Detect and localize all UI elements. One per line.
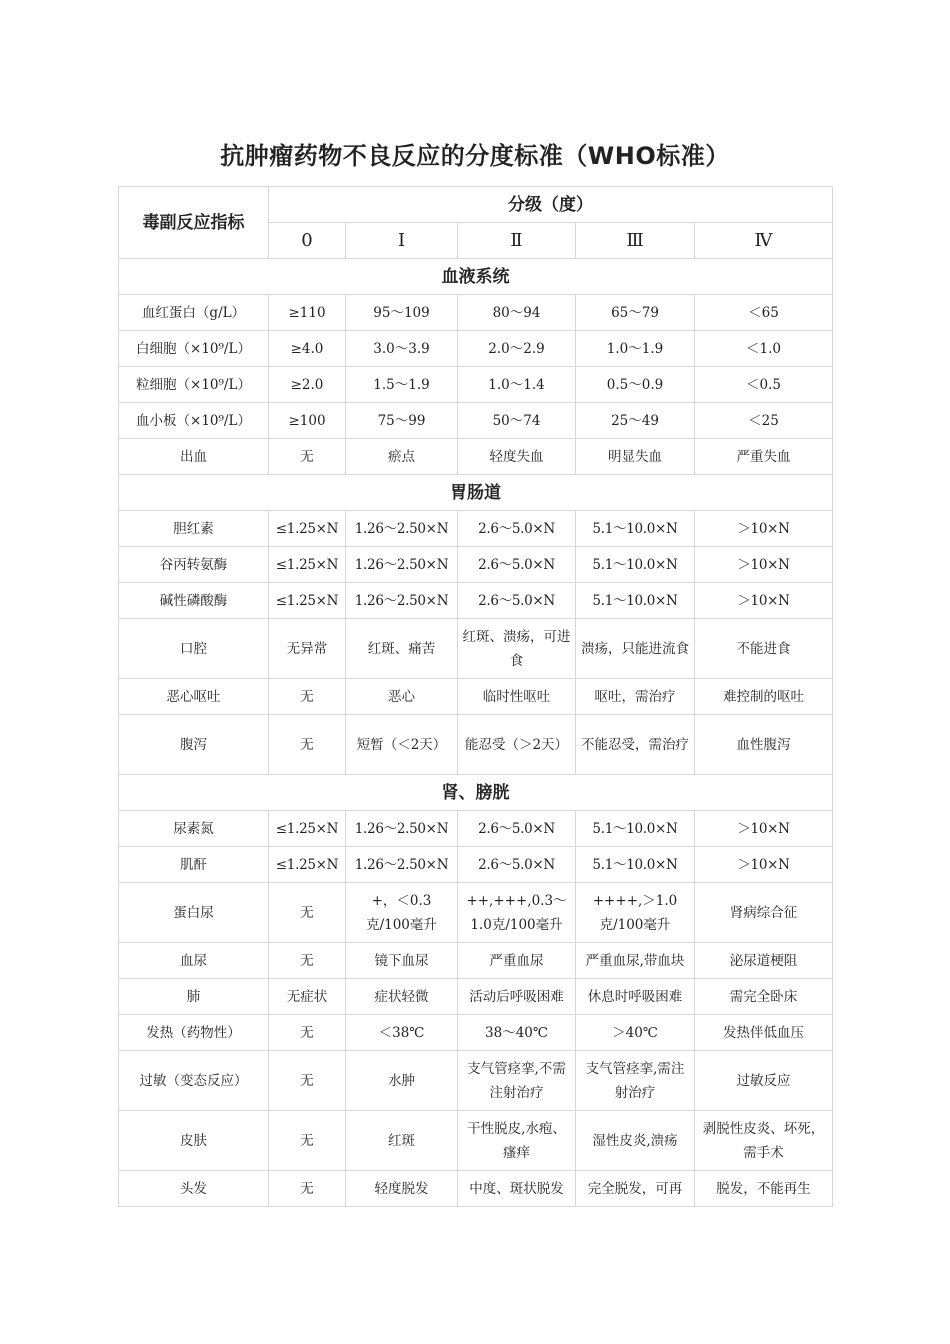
- grade-4-cell: 过敏反应: [695, 1051, 833, 1111]
- grade-1-cell: 轻度脱发: [346, 1171, 458, 1207]
- table-row: [119, 547, 833, 583]
- grade-3-cell: 5.1～10.0×N: [576, 847, 695, 883]
- row-label: 出血: [119, 439, 269, 475]
- table-row: [119, 1051, 833, 1111]
- grade-3-cell: ++++,＞1.0克/100毫升: [576, 883, 695, 943]
- grade-0-cell: 无: [269, 1111, 346, 1171]
- grade-0-cell: ≤1.25×N: [269, 547, 346, 583]
- grade-3-cell: 65～79: [576, 295, 695, 331]
- grade-4-cell: ＜1.0: [695, 331, 833, 367]
- grade-3-cell: 25～49: [576, 403, 695, 439]
- table-row: [119, 511, 833, 547]
- grade-3-cell: 5.1～10.0×N: [576, 547, 695, 583]
- grade-0-cell: ≥4.0: [269, 331, 346, 367]
- row-label: 碱性磷酸酶: [119, 583, 269, 619]
- grade-4-cell: ＜25: [695, 403, 833, 439]
- grade-2-cell: 红斑、溃疡，可进食: [458, 619, 576, 679]
- section-row: [119, 775, 833, 811]
- grade-4-cell: 难控制的呕吐: [695, 679, 833, 715]
- grade-0-cell: 无症状: [269, 979, 346, 1015]
- grade-2-cell: 干性脱皮,水疱、瘙痒: [458, 1111, 576, 1171]
- grade-0-header: 0: [269, 223, 346, 259]
- table-row: [119, 715, 833, 775]
- grade-0-cell: ≤1.25×N: [269, 847, 346, 883]
- grade-0-cell: 无: [269, 679, 346, 715]
- grade-3-cell: 0.5～0.9: [576, 367, 695, 403]
- grade-0-cell: ≤1.25×N: [269, 583, 346, 619]
- grade-2-cell: 活动后呼吸困难: [458, 979, 576, 1015]
- row-label: 尿素氮: [119, 811, 269, 847]
- row-label: 肌酐: [119, 847, 269, 883]
- grade-2-cell: 1.0～1.4: [458, 367, 576, 403]
- grade-3-cell: 呕吐，需治疗: [576, 679, 695, 715]
- grade-1-cell: 红斑: [346, 1111, 458, 1171]
- grade-2-cell: 支气管痉挛,不需注射治疗: [458, 1051, 576, 1111]
- grade-4-cell: ＞10×N: [695, 847, 833, 883]
- grade-4-cell: ＞10×N: [695, 547, 833, 583]
- grade-0-cell: 无: [269, 883, 346, 943]
- grade-0-cell: ≥100: [269, 403, 346, 439]
- table-row: [119, 883, 833, 943]
- grade-1-header: Ⅰ: [346, 223, 458, 259]
- row-label: 粒细胞（×10⁹/L）: [119, 367, 269, 403]
- grade-2-cell: 能忍受（＞2天）: [458, 715, 576, 775]
- table-row: [119, 847, 833, 883]
- grade-0-cell: ≤1.25×N: [269, 811, 346, 847]
- table-row: [119, 403, 833, 439]
- row-label: 白细胞（×10⁹/L）: [119, 331, 269, 367]
- grade-4-header: Ⅳ: [695, 223, 833, 259]
- grade-3-cell: 明显失血: [576, 439, 695, 475]
- grade-3-cell: 完全脱发，可再: [576, 1171, 695, 1207]
- table-row: [119, 1015, 833, 1051]
- row-label: 发热（药物性）: [119, 1015, 269, 1051]
- row-label: 口腔: [119, 619, 269, 679]
- grade-1-cell: 短暂（＜2天）: [346, 715, 458, 775]
- grade-3-cell: 湿性皮炎,溃疡: [576, 1111, 695, 1171]
- grade-2-cell: 38～40℃: [458, 1015, 576, 1051]
- section-title: 血液系统: [119, 259, 833, 295]
- grade-4-cell: 需完全卧床: [695, 979, 833, 1015]
- grade-3-cell: 5.1～10.0×N: [576, 811, 695, 847]
- row-label: 过敏（变态反应）: [119, 1051, 269, 1111]
- grading-header: 分级（度）: [269, 187, 833, 223]
- grade-2-cell: 2.6～5.0×N: [458, 583, 576, 619]
- grade-4-cell: ＜65: [695, 295, 833, 331]
- grade-4-cell: 发热伴低血压: [695, 1015, 833, 1051]
- grade-4-cell: 肾病综合征: [695, 883, 833, 943]
- grade-3-cell: 1.0～1.9: [576, 331, 695, 367]
- row-label: 血红蛋白（g/L）: [119, 295, 269, 331]
- grade-2-cell: 临时性呕吐: [458, 679, 576, 715]
- grade-1-cell: 1.26～2.50×N: [346, 811, 458, 847]
- grade-4-cell: ＜0.5: [695, 367, 833, 403]
- grade-2-cell: ++,+++,0.3～1.0克/100毫升: [458, 883, 576, 943]
- section-row: [119, 475, 833, 511]
- table-row: [119, 439, 833, 475]
- grade-1-cell: 95～109: [346, 295, 458, 331]
- row-label: 血尿: [119, 943, 269, 979]
- grade-1-cell: 75～99: [346, 403, 458, 439]
- grade-4-cell: 血性腹泻: [695, 715, 833, 775]
- grade-2-cell: 2.0～2.9: [458, 331, 576, 367]
- grade-0-cell: 无: [269, 1171, 346, 1207]
- grade-2-cell: 中度、斑状脱发: [458, 1171, 576, 1207]
- table-row: [119, 943, 833, 979]
- grade-0-cell: 无: [269, 943, 346, 979]
- table-row: [119, 367, 833, 403]
- grade-0-cell: 无异常: [269, 619, 346, 679]
- grade-0-cell: ≥110: [269, 295, 346, 331]
- grade-1-cell: +，＜0.3克/100毫升: [346, 883, 458, 943]
- section-title: 胃肠道: [119, 475, 833, 511]
- section-row: [119, 259, 833, 295]
- grade-1-cell: 瘀点: [346, 439, 458, 475]
- grade-4-cell: 脱发，不能再生: [695, 1171, 833, 1207]
- row-label: 蛋白尿: [119, 883, 269, 943]
- table-row: [119, 583, 833, 619]
- grade-2-cell: 2.6～5.0×N: [458, 847, 576, 883]
- table-row: [119, 1171, 833, 1207]
- grade-3-cell: 不能忍受，需治疗: [576, 715, 695, 775]
- grade-1-cell: 镜下血尿: [346, 943, 458, 979]
- section-title: 肾、膀胱: [119, 775, 833, 811]
- grade-4-cell: 剥脱性皮炎、坏死，需手术: [695, 1111, 833, 1171]
- grade-0-cell: 无: [269, 1051, 346, 1111]
- table-row: [119, 331, 833, 367]
- grade-2-cell: 50～74: [458, 403, 576, 439]
- grade-1-cell: 红斑、痛苦: [346, 619, 458, 679]
- grade-0-cell: ≥2.0: [269, 367, 346, 403]
- grade-0-cell: 无: [269, 715, 346, 775]
- grade-1-cell: ＜38℃: [346, 1015, 458, 1051]
- grade-0-cell: 无: [269, 1015, 346, 1051]
- page-title: 抗肿瘤药物不良反应的分度标准（WHO标准）: [220, 142, 730, 170]
- grade-4-cell: 严重失血: [695, 439, 833, 475]
- grade-1-cell: 水肿: [346, 1051, 458, 1111]
- grade-1-cell: 3.0～3.9: [346, 331, 458, 367]
- table-row: [119, 679, 833, 715]
- grade-4-cell: 泌尿道梗阻: [695, 943, 833, 979]
- row-label: 腹泻: [119, 715, 269, 775]
- grade-1-cell: 1.26～2.50×N: [346, 511, 458, 547]
- grade-1-cell: 症状轻微: [346, 979, 458, 1015]
- row-label: 谷丙转氨酶: [119, 547, 269, 583]
- grade-3-cell: ＞40℃: [576, 1015, 695, 1051]
- grade-3-cell: 5.1～10.0×N: [576, 583, 695, 619]
- grade-3-header: Ⅲ: [576, 223, 695, 259]
- table-row: [119, 619, 833, 679]
- grade-4-cell: ＞10×N: [695, 583, 833, 619]
- grade-1-cell: 恶心: [346, 679, 458, 715]
- row-label: 恶心呕吐: [119, 679, 269, 715]
- grade-1-cell: 1.26～2.50×N: [346, 583, 458, 619]
- table-body: [119, 187, 833, 1207]
- grade-3-cell: 溃疡，只能进流食: [576, 619, 695, 679]
- grade-3-cell: 支气管痉挛,需注射治疗: [576, 1051, 695, 1111]
- grade-0-cell: ≤1.25×N: [269, 511, 346, 547]
- grade-1-cell: 1.26～2.50×N: [346, 547, 458, 583]
- grade-3-cell: 5.1～10.0×N: [576, 511, 695, 547]
- grade-2-cell: 轻度失血: [458, 439, 576, 475]
- row-label: 头发: [119, 1171, 269, 1207]
- grade-2-header: Ⅱ: [458, 223, 576, 259]
- grade-4-cell: ＞10×N: [695, 811, 833, 847]
- grade-3-cell: 严重血尿,带血块: [576, 943, 695, 979]
- grade-2-cell: 80～94: [458, 295, 576, 331]
- grade-1-cell: 1.5～1.9: [346, 367, 458, 403]
- grade-2-cell: 2.6～5.0×N: [458, 511, 576, 547]
- header-row-1: [119, 187, 833, 223]
- table-row: [119, 811, 833, 847]
- grade-4-cell: ＞10×N: [695, 511, 833, 547]
- table-row: [119, 295, 833, 331]
- grade-4-cell: 不能进食: [695, 619, 833, 679]
- table-row: [119, 979, 833, 1015]
- grade-2-cell: 2.6～5.0×N: [458, 547, 576, 583]
- table-row: [119, 1111, 833, 1171]
- grade-2-cell: 2.6～5.0×N: [458, 811, 576, 847]
- row-label: 肺: [119, 979, 269, 1015]
- grade-1-cell: 1.26～2.50×N: [346, 847, 458, 883]
- grade-0-cell: 无: [269, 439, 346, 475]
- row-label: 皮肤: [119, 1111, 269, 1171]
- grade-3-cell: 休息时呼吸困难: [576, 979, 695, 1015]
- grade-2-cell: 严重血尿: [458, 943, 576, 979]
- row-label: 血小板（×10⁹/L）: [119, 403, 269, 439]
- who-grading-table: [118, 186, 833, 1207]
- indicator-header: 毒副反应指标: [119, 187, 269, 259]
- row-label: 胆红素: [119, 511, 269, 547]
